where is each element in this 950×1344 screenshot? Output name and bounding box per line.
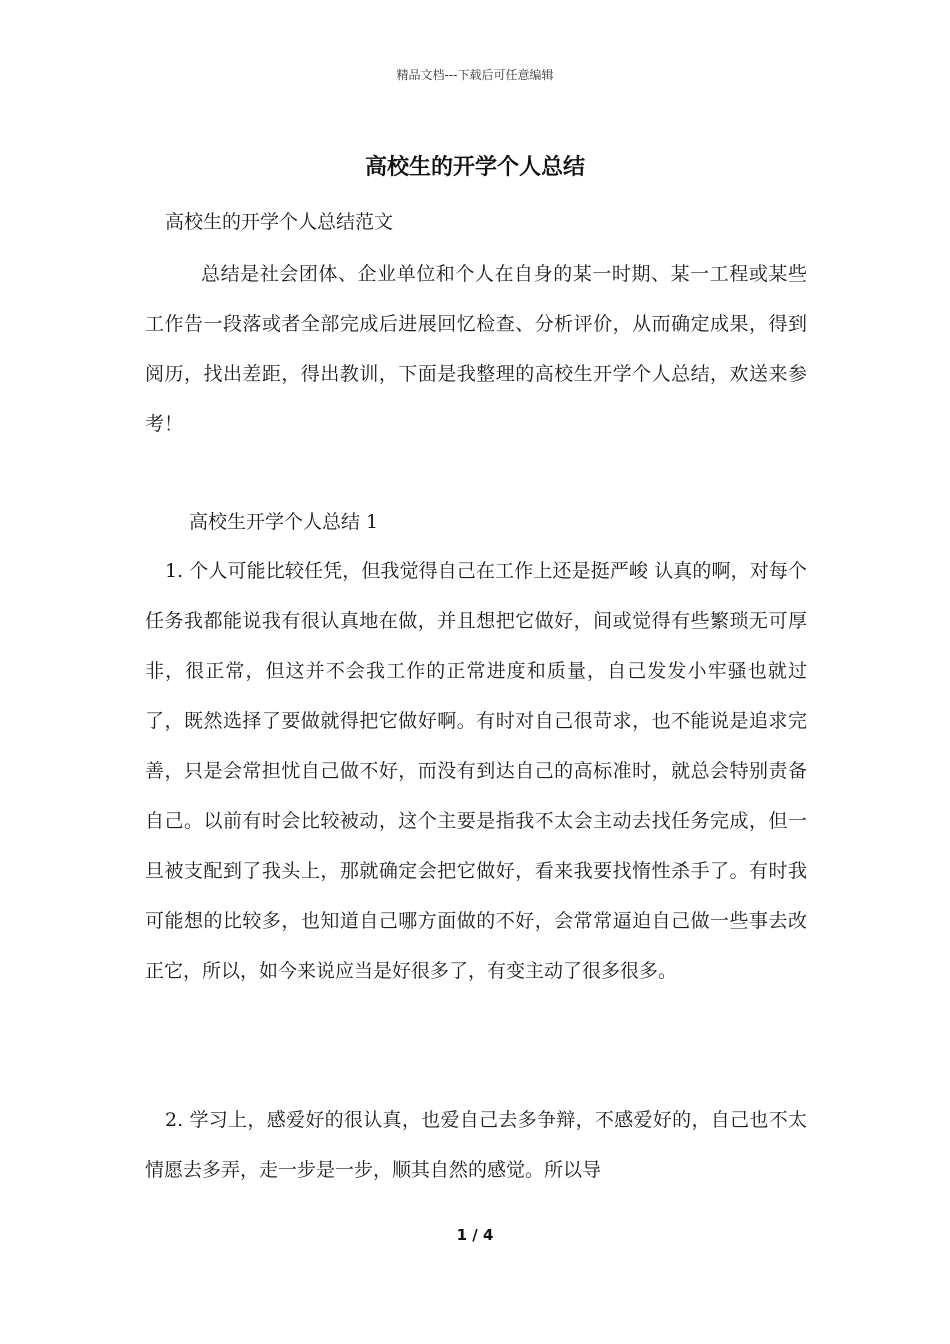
document-subtitle: 高校生的开学个人总结范文 (165, 211, 394, 233)
page-header: 精品文档---下载后可任意编辑 (396, 68, 554, 82)
body-paragraph-1: 1. 个人可能比较任凭，但我觉得自己在工作上还是挺严峻 认真的啊，对每个任务我都能说我有很认真地在做，并且想把它做好，间或觉得有些繁琐无可厚非，很正常，但这并不会我工作的正常进度和质量，自己发发小牢骚也就过了，既然选择了要做就得把它做好啊。有时对自己很苛求，也不能说是追求完善，只是会常担忧自己做不好，而没有到达自己的高标准时，就总会特别责备自己。以前有时会比较被动，这个主要是指我不太会主动去找任务完成，但一旦被支配到了我头上，那就确定会把它做好，看来我要找惰性杀手了。有时我可能想的比较多，也知道自己哪方面做的不好，会常常逼迫自己做一些事去改正它，所以，如今来说应当是好很多了，有变主动了很多很多。 (145, 560, 807, 982)
body-paragraph-2: 2. 学习上，感爱好的很认真，也爱自己去多争辩，不感爱好的，自己也不太情愿去多弄，走一步是一步，顺其自然的感觉。所以导 (145, 1109, 807, 1181)
intro-paragraph: 总结是社会团体、企业单位和个人在自身的某一时期、某一工程或某些工作告一段落或者全部完成后进展回忆检查、分析评价，从而确定成果，得到阅历，找出差距，得出教训，下面是我整理的高校生开学个人总结，欢送来参考！ (145, 263, 807, 435)
page-number: 1 / 4 (456, 1226, 494, 1244)
document-title: 高校生的开学个人总结 (364, 154, 585, 180)
section-heading: 高校生开学个人总结 1 (189, 511, 379, 533)
